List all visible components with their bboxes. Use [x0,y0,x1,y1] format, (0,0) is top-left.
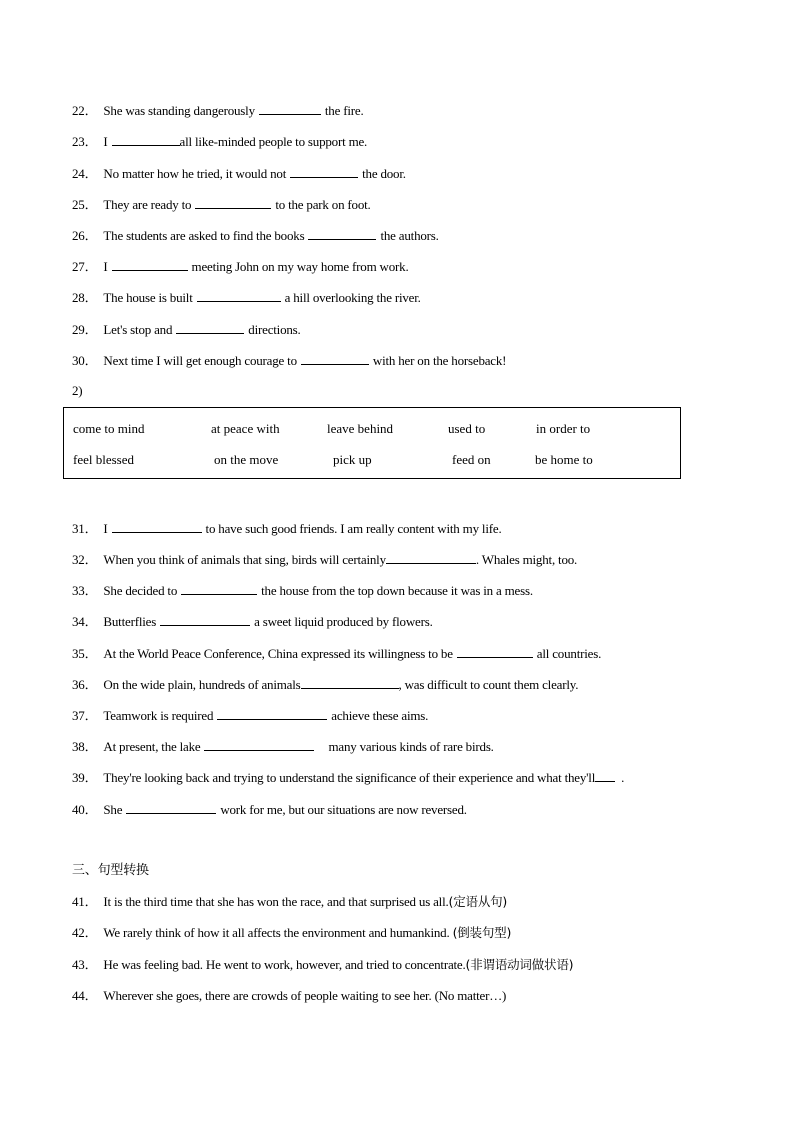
phrase: leave behind [327,421,394,436]
question-24: 24． No matter how he tried, it would not the door. [72,166,406,181]
question-33: 33． She decided to the house from the top down because it was in a mess. [72,583,533,598]
answer-blank[interactable] [259,102,321,115]
phrase: feed on [452,452,491,467]
question-27: 27． I meeting John on my way home from work. [72,259,409,274]
phrase: feel blessed [73,452,135,467]
answer-blank[interactable] [217,707,327,720]
question-37: 37． Teamwork is required achieve these aims. [72,708,429,723]
question-22: 22． She was standing dangerously the fire. [72,103,364,118]
answer-blank[interactable] [204,738,314,751]
question-38: 38． At present, the lake many various kinds of rare birds. [72,739,494,754]
phrase: used to [448,421,486,436]
question-40: 40． She work for me, but our situations are now reversed. [72,802,467,817]
answer-blank[interactable] [176,321,244,334]
question-44: 44． Wherever she goes, there are crowds of people waiting to see her. (No matter…) [72,988,507,1003]
question-36: 36． On the wide plain, hundreds of animals , was difficult to count them clearly. [72,677,579,692]
question-34: 34． Butterflies a sweet liquid produced by flowers. [72,614,433,629]
answer-blank[interactable] [112,133,180,146]
phrase: be home to [535,452,593,467]
question-39: 39． They're looking back and trying to understand the significance of their experience and what they'll . [72,770,625,785]
question-35: 35． At the World Peace Conference, China expressed its willingness to be all countries. [72,646,602,661]
question-32: 32． When you think of animals that sing, birds will certainly . Whales might, too. [72,552,578,567]
question-43: 43． He was feeling bad. He went to work, however, and tried to concentrate.(非谓语动词做状语) [72,957,574,972]
question-30: 30． Next time I will get enough courage to with her on the horseback! [72,353,507,368]
answer-blank[interactable] [160,613,250,626]
answer-blank[interactable] [386,551,476,564]
answer-blank[interactable] [301,352,369,365]
answer-blank[interactable] [197,289,281,302]
answer-blank[interactable] [290,165,358,178]
phrase: come to mind [73,421,145,436]
question-23: 23． I all like-minded people to support me. [72,134,368,149]
answer-blank[interactable] [181,582,257,595]
question-29: 29． Let's stop and directions. [72,322,301,337]
answer-blank[interactable] [126,801,216,814]
phrase: at peace with [211,421,280,436]
phrase: on the move [214,452,279,467]
phrase: in order to [536,421,591,436]
answer-blank[interactable] [112,520,202,533]
question-41: 41． It is the third time that she has won the race, and that surprised us all.(定语从句) [72,894,508,909]
question-25: 25． They are ready to to the park on foot. [72,197,371,212]
answer-blank[interactable] [595,769,615,782]
question-31: 31． I to have such good friends. I am really content with my life. [72,521,502,536]
phrase: pick up [333,452,372,467]
question-26: 26． The students are asked to find the books the authors. [72,228,439,243]
answer-blank[interactable] [195,196,271,209]
section-heading: 三、句型转换 [72,863,149,878]
question-28: 28． The house is built a hill overlooking the river. [72,290,421,305]
answer-blank[interactable] [112,258,188,271]
phrase-bank-box [63,407,681,479]
answer-blank[interactable] [301,676,399,689]
part-label: 2) [72,383,83,398]
answer-blank[interactable] [457,645,533,658]
question-42: 42． We rarely think of how it all affects the environment and humankind. (倒装句型) [72,925,512,940]
answer-blank[interactable] [308,227,376,240]
